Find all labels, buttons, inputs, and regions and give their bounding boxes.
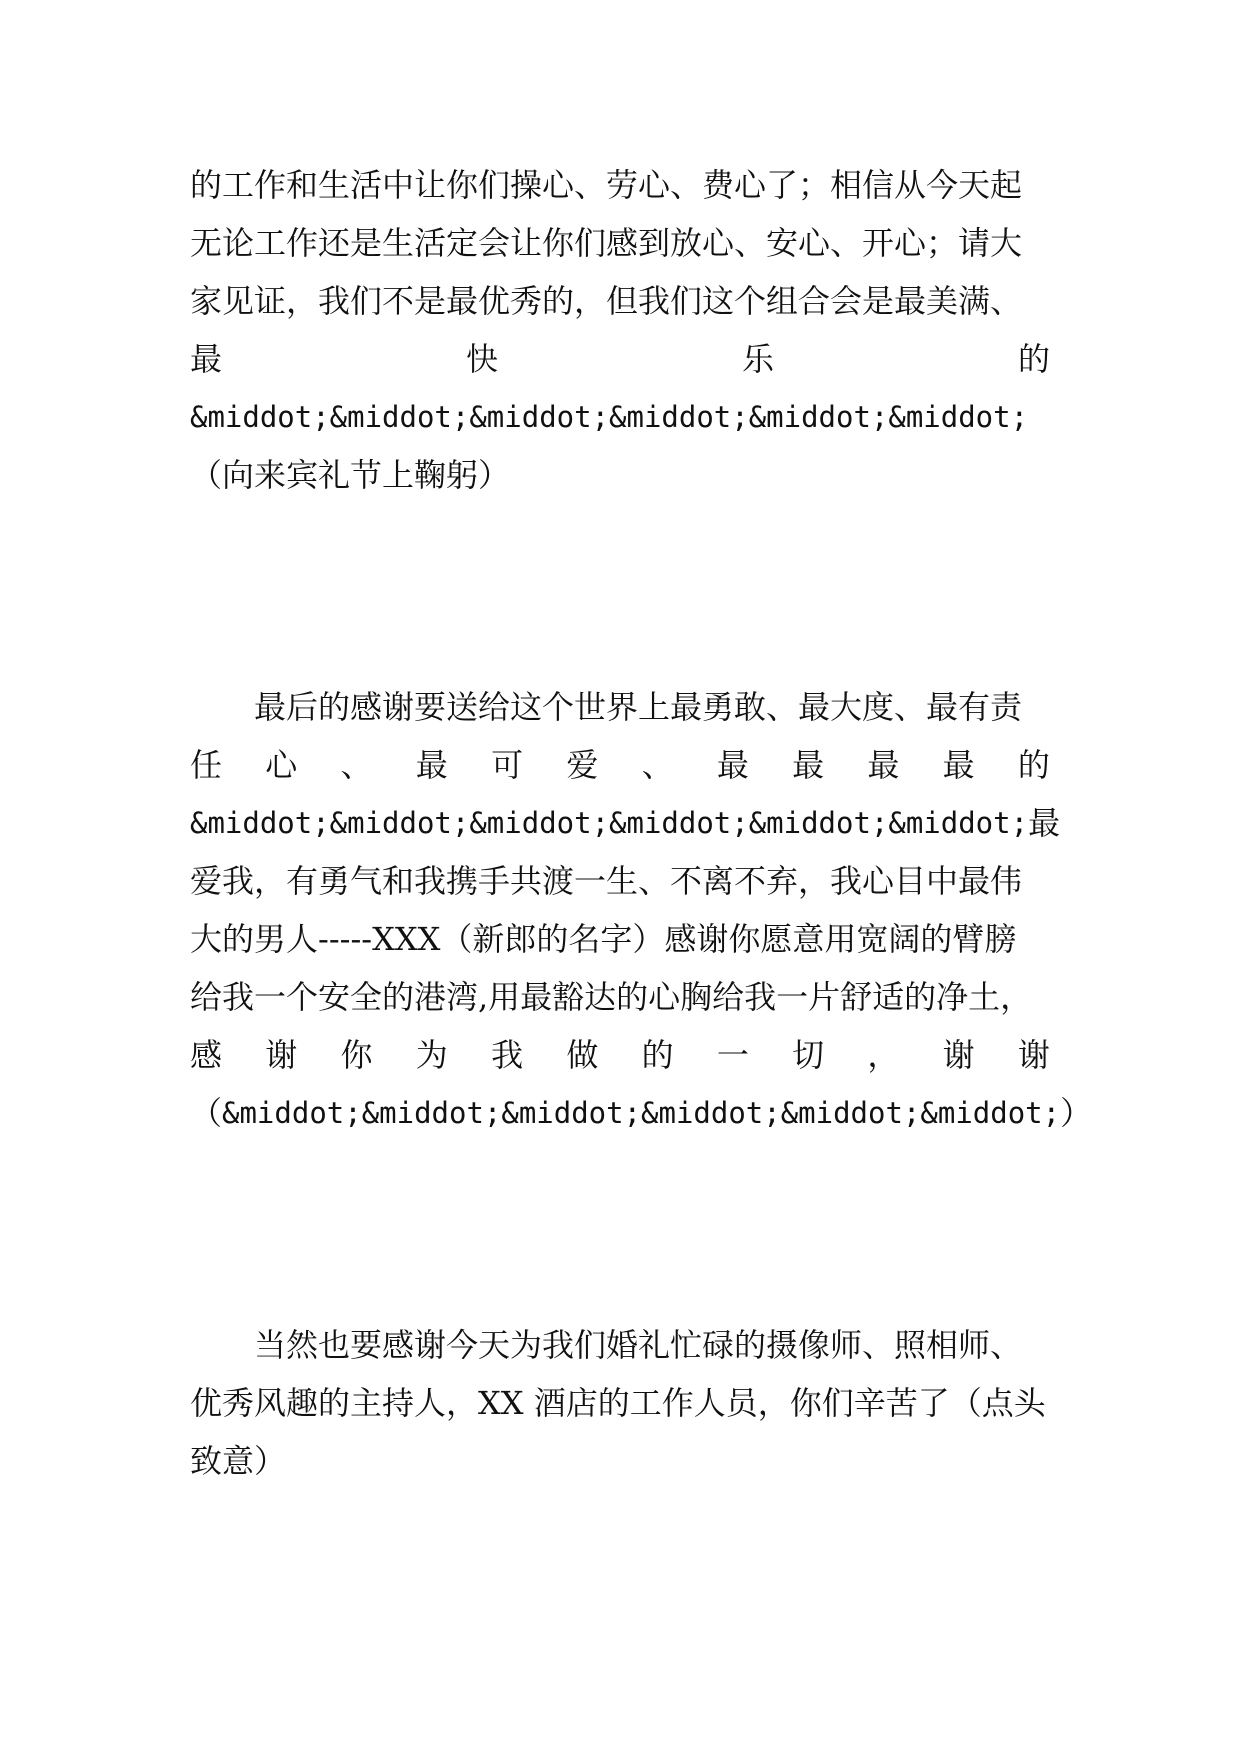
- p2-line-2-char: 最: [792, 746, 825, 784]
- p2-line-2-char: 、: [340, 746, 373, 784]
- p2-line-2: [190, 736, 1050, 794]
- p2-line-3: [190, 794, 1061, 852]
- p2-line-7-char: 一: [716, 1036, 749, 1074]
- p2-line-5: 大的男人-----XXX（新郎的名字）感谢你愿意用宽阔的臂膀: [190, 920, 1017, 958]
- p2-line-3-dots: &middot;&middot;&middot;&middot;&middot;&middot;: [190, 806, 1029, 840]
- p3-line-1: 当然也要感谢今天为我们婚礼忙碌的摄像师、照相师、: [254, 1326, 1023, 1364]
- p2-line-2-char: 可: [491, 746, 524, 784]
- p1-line-2: 无论工作还是生活定会让你们感到放心、安心、开心；请大: [190, 224, 1023, 262]
- p2-line-2-char: 心: [265, 746, 298, 784]
- p2-line-4: 爱我，有勇气和我携手共渡一生、不离不弃，我心目中最伟: [190, 862, 1023, 900]
- p2-line-7-char: ，: [867, 1036, 900, 1074]
- p2-line-8-close: ）: [1060, 1094, 1093, 1132]
- p1-line-1: 的工作和生活中让你们操心、劳心、费心了；相信从今天起: [190, 166, 1023, 204]
- p2-line-2-char: 最: [867, 746, 900, 784]
- p2-line-6: 给我一个安全的港湾,用最豁达的心胸给我一片舒适的净土，: [190, 978, 1033, 1016]
- p2-line-7-char: 为: [415, 1036, 448, 1074]
- p1-line-4-char: 的: [1017, 340, 1050, 378]
- p2-line-7: [190, 1026, 1050, 1084]
- p1-line-4-char: 最: [190, 340, 223, 378]
- p2-line-2-char: 爱: [566, 746, 599, 784]
- p2-line-7-char: 感: [190, 1036, 223, 1074]
- p1-line-4: [190, 330, 1050, 388]
- p2-line-2-char: 最: [716, 746, 749, 784]
- p2-line-7-char: 做: [566, 1036, 599, 1074]
- p2-line-2-char: 任: [190, 746, 223, 784]
- p2-line-7-char: 我: [491, 1036, 524, 1074]
- p3-line-2: 优秀风趣的主持人，XX 酒店的工作人员，你们辛苦了（点头: [190, 1384, 1046, 1422]
- p3-line-3: 致意）: [190, 1442, 287, 1480]
- p2-line-7-char: 的: [641, 1036, 674, 1074]
- p2-line-1: 最后的感谢要送给这个世界上最勇敢、最大度、最有责: [254, 688, 1023, 726]
- p2-line-7-char: 谢: [942, 1036, 975, 1074]
- p2-line-2-char: 、: [641, 746, 674, 784]
- p2-line-8: [190, 1084, 1093, 1142]
- p2-line-3-end: 最: [1028, 804, 1061, 842]
- p2-line-2-char: 最: [415, 746, 448, 784]
- p2-line-7-char: 你: [340, 1036, 373, 1074]
- p2-line-7-char: 谢: [1017, 1036, 1050, 1074]
- p1-line-4-char: 乐: [741, 340, 774, 378]
- p1-line-6: （向来宾礼节上鞠躬）: [190, 456, 511, 494]
- p1-line-5: &middot;&middot;&middot;&middot;&middot;&middot;: [190, 400, 1029, 434]
- p2-line-8-dots: &middot;&middot;&middot;&middot;&middot;&middot;: [222, 1096, 1061, 1130]
- p2-line-7-char: 切: [792, 1036, 825, 1074]
- p2-line-8-open: （: [190, 1094, 223, 1132]
- p2-line-2-char: 最: [942, 746, 975, 784]
- p1-line-4-char: 快: [465, 340, 498, 378]
- p2-line-2-char: 的: [1017, 746, 1050, 784]
- p1-line-3: 家见证，我们不是最优秀的，但我们这个组合会是最美满、: [190, 282, 1023, 320]
- p2-line-7-char: 谢: [265, 1036, 298, 1074]
